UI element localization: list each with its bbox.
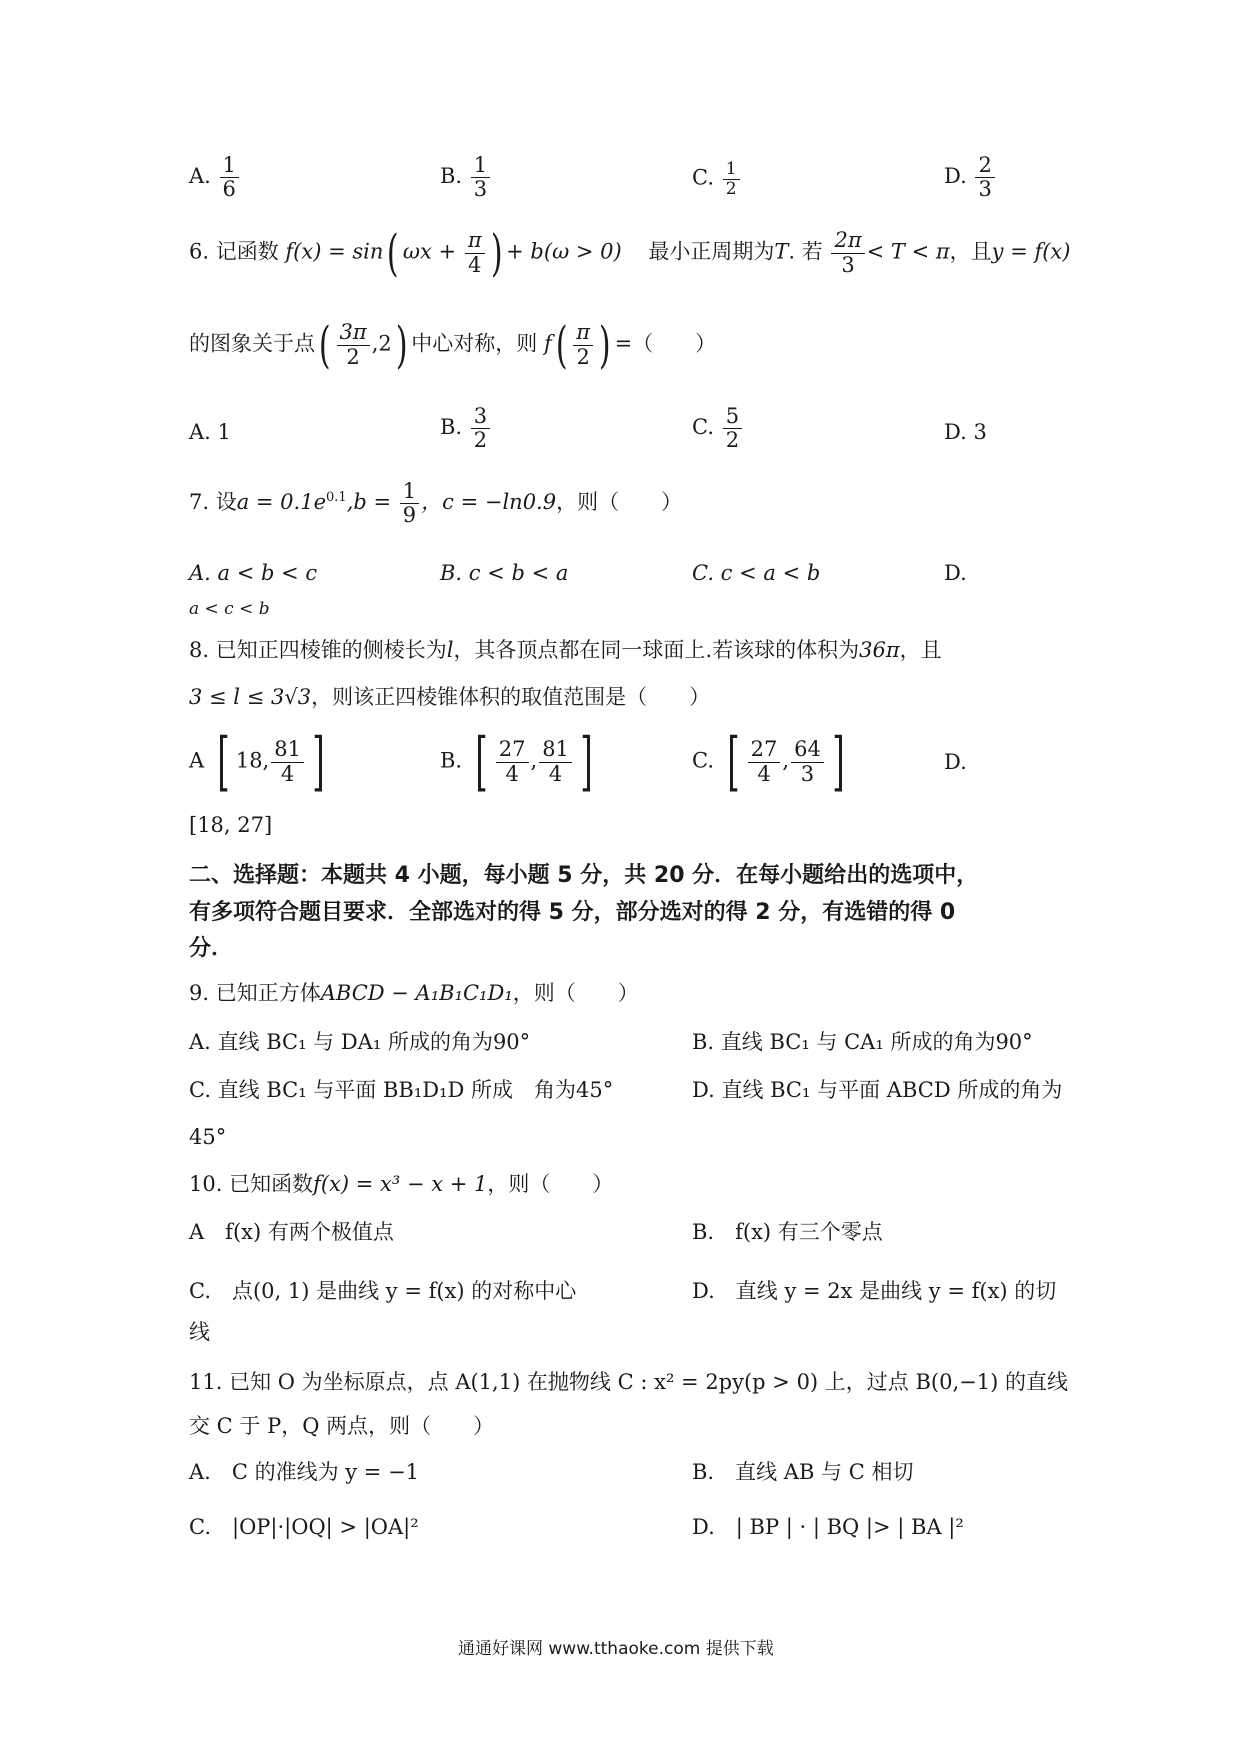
q8-option-d: D. xyxy=(944,750,967,774)
q7-option-b: B. c < b < a xyxy=(440,561,569,585)
q5-option-b: B. $\frac{1}{3}$ xyxy=(440,154,492,201)
q9-option-c: C. 直线 BC₁ 与平面 BB₁D₁D 所成 角为45° xyxy=(189,1078,614,1102)
q7-option-d-cont: a < c < b xyxy=(189,599,270,619)
q8-option-b: B. [ $\frac{27}{4}$ , $\frac{81}{4}$ ] xyxy=(440,725,593,799)
q8-stem-line2: 3 ≤ l ≤ 3√3，则该正四棱锥体积的取值范围是（ ） xyxy=(189,685,711,709)
q11-option-d: D. | BP | · | BQ |> | BA |² xyxy=(692,1515,964,1539)
q5-option-a: A. $\frac{1}{6}$ xyxy=(189,154,241,201)
page-footer: 通通好课网 www.tthaoke.com 提供下载 xyxy=(458,1639,774,1659)
q6-option-a: A. 1 xyxy=(189,420,231,444)
q6-option-b: B. $\frac{3}{2}$ xyxy=(440,405,492,452)
q5-option-c: C. $\frac{1}{2}$ xyxy=(692,160,742,198)
q5-option-d: D. $\frac{2}{3}$ xyxy=(944,154,997,201)
q9-stem: 9. 已知正方体ABCD − A₁B₁C₁D₁，则（ ） xyxy=(189,981,639,1005)
q9-option-d: D. 直线 BC₁ 与平面 ABCD 所成的角为 xyxy=(692,1078,1063,1102)
q6-option-c: C. $\frac{5}{2}$ xyxy=(692,405,744,452)
q7-option-d: D. xyxy=(944,561,967,585)
q10-option-a: A f(x) 有两个极值点 xyxy=(189,1220,394,1244)
q8-option-d-cont: [18, 27] xyxy=(189,813,273,837)
q11-option-b: B. 直线 AB 与 C 相切 xyxy=(692,1460,914,1484)
q7-stem: 7. 设$a = 0.1e^{0.1},b$ = $\frac{1}{9}$ ，c = −ln0.9，则（ ） xyxy=(189,479,683,528)
q10-option-d-cont: 线 xyxy=(189,1320,210,1344)
q7-option-a: A. a < b < c xyxy=(189,561,318,585)
q10-stem: 10. 已知函数f(x) = x³ − x + 1，则（ ） xyxy=(189,1172,614,1196)
q8-stem-line1: 8. 已知正四棱锥的侧棱长为l，其各顶点都在同一球面上.若该球的体积为36π，且 xyxy=(189,638,942,662)
q8-option-c: C. [ $\frac{27}{4}$ , $\frac{64}{3}$ ] xyxy=(692,725,845,799)
q6-stem-line2: 的图象关于点( $\frac{3\pi}{2}$ ,2) 中心对称，则 f( $\frac{\pi}{2}$ ) =（ ） xyxy=(189,316,717,374)
q11-stem-line2: 交 C 于 P，Q 两点，则（ ） xyxy=(189,1414,495,1438)
q10-option-c: C. 点(0, 1) 是曲线 y = f(x) 的对称中心 xyxy=(189,1279,577,1303)
section2-heading-line3: 分． xyxy=(189,936,234,961)
q6-stem-line1: 6. 记函数 f(x) = sin( ωx + $\frac{\pi}{4}$ ) + b(ω > 0) 最小正周期为T. 若 $\frac{2\pi}{3}$ < T < π，且y = f(x) xyxy=(189,224,1071,282)
q6-option-d: D. 3 xyxy=(944,420,987,444)
q11-option-c: C. |OP|·|OQ| > |OA|² xyxy=(189,1515,419,1539)
q7-option-c: C. c < a < b xyxy=(692,561,821,585)
q11-stem-line1: 11. 已知 O 为坐标原点，点 A(1,1) 在抛物线 C : x² = 2py(p > 0) 上，过点 B(0,−1) 的直线 xyxy=(189,1370,1068,1394)
q8-option-a: A [ 18, $\frac{81}{4}$ ] xyxy=(189,725,325,799)
section2-heading-line1: 二、选择题：本题共 4 小题，每小题 5 分，共 20 分．在每小题给出的选项中， xyxy=(189,863,979,888)
q9-option-d-cont: 45° xyxy=(189,1125,227,1149)
section2-heading-line2: 有多项符合题目要求．全部选对的得 5 分，部分选对的得 2 分，有选错的得 0 xyxy=(189,900,956,925)
q10-option-b: B. f(x) 有三个零点 xyxy=(692,1220,883,1244)
q9-option-a: A. 直线 BC₁ 与 DA₁ 所成的角为90° xyxy=(189,1030,531,1054)
q11-option-a: A. C 的准线为 y = −1 xyxy=(189,1460,420,1484)
q10-option-d: D. 直线 y = 2x 是曲线 y = f(x) 的切 xyxy=(692,1279,1057,1303)
q9-option-b: B. 直线 BC₁ 与 CA₁ 所成的角为90° xyxy=(692,1030,1033,1054)
